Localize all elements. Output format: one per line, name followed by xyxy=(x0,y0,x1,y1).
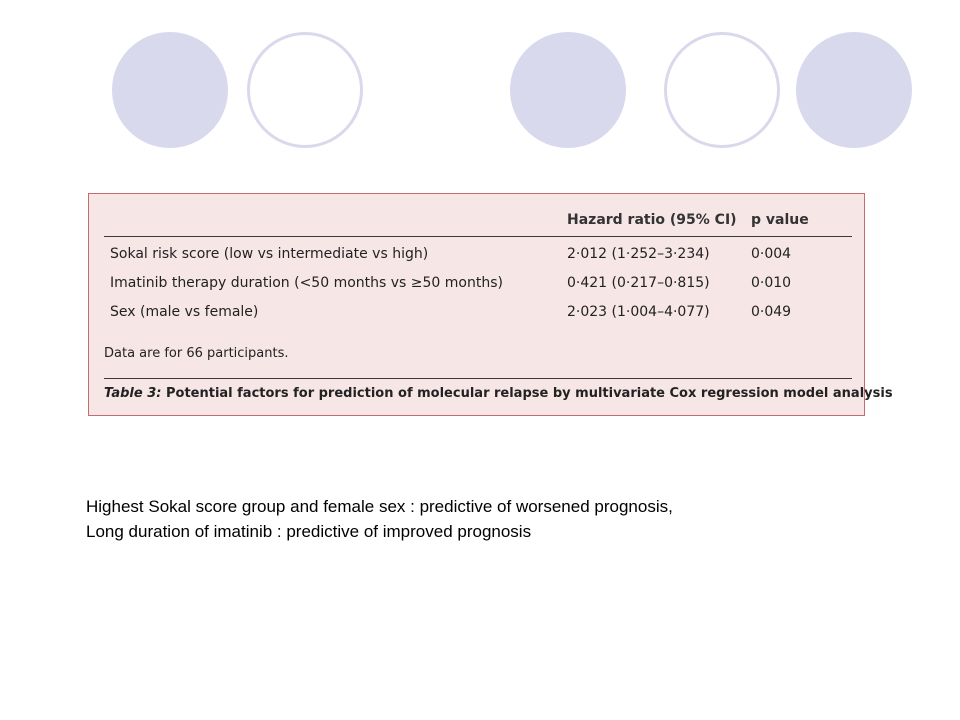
p-value-cell: 0·004 xyxy=(751,246,792,262)
table-footnote: Data are for 66 participants. xyxy=(104,346,289,361)
header-rule xyxy=(104,236,852,237)
decorative-circle-filled xyxy=(112,32,228,148)
caption-rule xyxy=(104,378,852,379)
decorative-circle-outline xyxy=(247,32,363,148)
table-image xyxy=(88,193,893,416)
column-header-p-value: p value xyxy=(751,212,809,228)
summary-line-1: Highest Sokal score group and female sex : predictive of worsened prognosis, xyxy=(86,497,673,516)
hazard-ratio-cell: 2·023 (1·004–4·077) xyxy=(567,304,710,320)
factor-cell: Sokal risk score (low vs intermediate vs high) xyxy=(110,246,429,262)
table-caption-label: Table 3: xyxy=(104,386,162,401)
factor-cell: Sex (male vs female) xyxy=(110,304,259,320)
column-header-hazard-ratio: Hazard ratio (95% CI) xyxy=(567,212,737,228)
table-caption xyxy=(104,386,893,401)
table-row xyxy=(89,275,864,295)
summary-text xyxy=(86,494,673,544)
decorative-circle-filled xyxy=(510,32,626,148)
hazard-ratio-cell: 2·012 (1·252–3·234) xyxy=(567,246,710,262)
p-value-cell: 0·010 xyxy=(751,275,792,291)
table-caption-text: Potential factors for prediction of molecular relapse by multivariate Cox regression model analysis xyxy=(161,386,893,401)
decorative-circle-filled xyxy=(796,32,912,148)
factor-cell: Imatinib therapy duration (<50 months vs ≥50 months) xyxy=(110,275,503,291)
summary-line-2: Long duration of imatinib : predictive of improved prognosis xyxy=(86,522,532,541)
table-row xyxy=(89,246,864,266)
table-row xyxy=(89,304,864,324)
hazard-ratio-cell: 0·421 (0·217–0·815) xyxy=(567,275,710,291)
decorative-circle-outline xyxy=(664,32,780,148)
p-value-cell: 0·049 xyxy=(751,304,792,320)
